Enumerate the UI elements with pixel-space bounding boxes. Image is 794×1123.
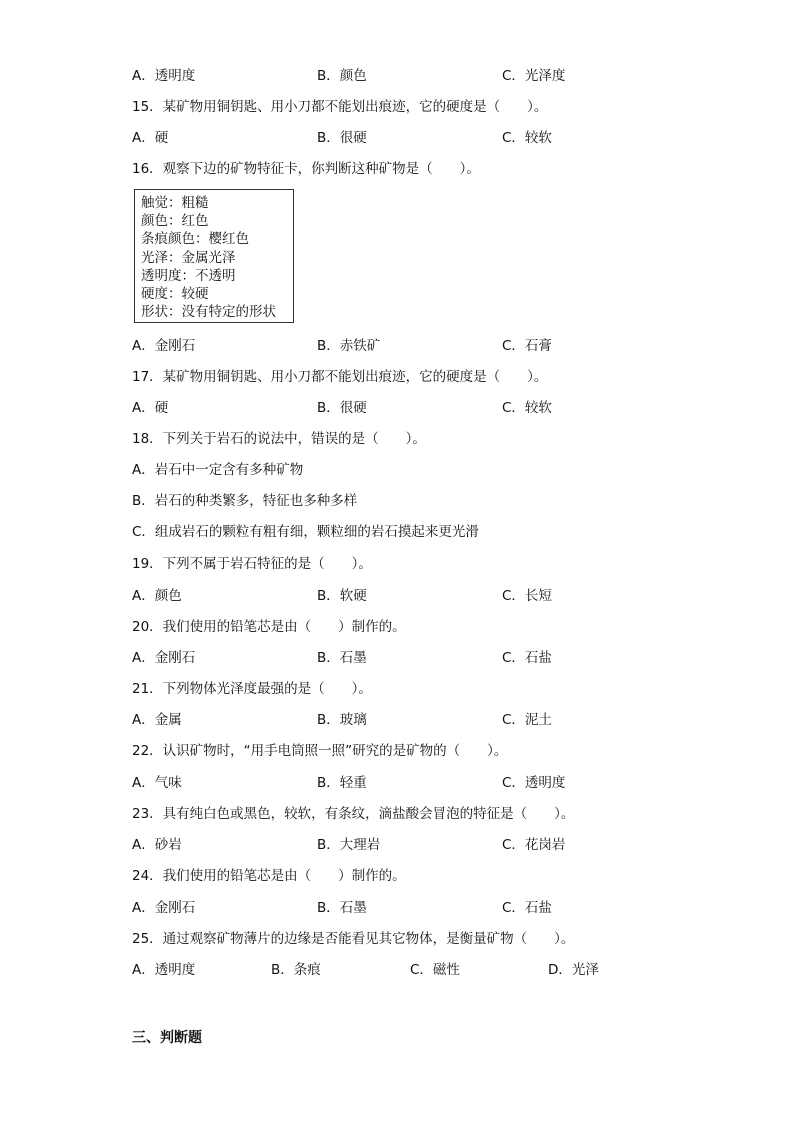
card-line: 触觉：粗糙 — [141, 195, 209, 211]
q19-text: 19．下列不属于岩石特征的是（ ）。 — [132, 556, 372, 572]
q15-option-b: B．很硬 — [317, 130, 367, 146]
q23-option-b: B．大理岩 — [317, 837, 381, 853]
q14-option-a: A．透明度 — [132, 68, 196, 84]
q18-option-b: B．岩石的种类繁多，特征也多种多样 — [132, 493, 358, 509]
q22-option-a: A．气味 — [132, 775, 182, 791]
q19-option-b: B．软硬 — [317, 588, 367, 604]
card-line: 硬度：较硬 — [141, 286, 209, 303]
card-line: 光泽：金属光泽 — [141, 249, 236, 266]
section-title: 三、判断题 — [132, 1030, 202, 1046]
q22-option-b: B．轻重 — [317, 775, 367, 791]
q15-text: 15．某矿物用铜钥匙、用小刀都不能划出痕迹，它的硬度是（ ）。 — [132, 99, 548, 115]
q17-option-c: C．较软 — [502, 400, 552, 416]
q15-option-a: A．硬 — [132, 130, 169, 146]
q18-text: 18．下列关于岩石的说法中，错误的是（ ）。 — [132, 431, 426, 447]
q25-text: 25．通过观察矿物薄片的边缘是否能看见其它物体，是衡量矿物（ ）。 — [132, 931, 575, 947]
q19-option-c: C．长短 — [502, 588, 552, 604]
q17-text: 17．某矿物用铜钥匙、用小刀都不能划出痕迹，它的硬度是（ ）。 — [132, 369, 548, 385]
q21-option-c: C．泥土 — [502, 712, 552, 728]
q22-option-c: C．透明度 — [502, 775, 566, 791]
card-line: 形状：没有特定的形状 — [141, 304, 276, 321]
q21-option-a: A．金属 — [132, 712, 182, 728]
q16-option-b: B．赤铁矿 — [317, 338, 381, 354]
q16-text: 16．观察下边的矿物特征卡，你判断这种矿物是（ ）。 — [132, 161, 480, 177]
q25-option-b: B．条痕 — [271, 962, 321, 978]
q24-option-b: B．石墨 — [317, 900, 367, 916]
q25-option-d: D．光泽 — [548, 962, 599, 978]
q17-option-a: A．硬 — [132, 400, 169, 416]
q15-option-c: C．较软 — [502, 130, 552, 146]
q21-text: 21．下列物体光泽度最强的是（ ）。 — [132, 681, 372, 697]
mineral-feature-card — [134, 189, 294, 323]
q24-text: 24．我们使用的铅笔芯是由（ ）制作的。 — [132, 868, 406, 884]
q16-option-c: C．石膏 — [502, 338, 552, 354]
q24-option-c: C．石盐 — [502, 900, 552, 916]
q18-option-c: C．组成岩石的颗粒有粗有细，颗粒细的岩石摸起来更光滑 — [132, 524, 479, 540]
q16-option-a: A．金刚石 — [132, 338, 196, 354]
q23-option-a: A．砂岩 — [132, 837, 182, 853]
q19-option-a: A．颜色 — [132, 588, 182, 604]
q20-option-c: C．石盐 — [502, 650, 552, 666]
card-line: 颜色：红色 — [141, 213, 209, 230]
q24-option-a: A．金刚石 — [132, 900, 196, 916]
q17-option-b: B．很硬 — [317, 400, 367, 416]
q20-text: 20．我们使用的铅笔芯是由（ ）制作的。 — [132, 619, 406, 635]
q14-option-c: C．光泽度 — [502, 68, 566, 84]
q23-text: 23．具有纯白色或黑色，较软，有条纹，滴盐酸会冒泡的特征是（ ）。 — [132, 806, 575, 822]
q25-option-a: A．透明度 — [132, 962, 196, 978]
card-line: 透明度：不透明 — [141, 267, 236, 284]
q22-text: 22．认识矿物时，“用手电筒照一照”研究的是矿物的（ ）。 — [132, 743, 508, 759]
q20-option-b: B．石墨 — [317, 650, 367, 666]
q25-option-c: C．磁性 — [410, 962, 460, 978]
q18-option-a: A．岩石中一定含有多种矿物 — [132, 462, 304, 478]
q23-option-c: C．花岗岩 — [502, 837, 566, 853]
q20-option-a: A．金刚石 — [132, 650, 196, 666]
q21-option-b: B．玻璃 — [317, 712, 367, 728]
card-line: 条痕颜色：樱红色 — [141, 231, 249, 248]
q14-option-b: B．颜色 — [317, 68, 367, 84]
